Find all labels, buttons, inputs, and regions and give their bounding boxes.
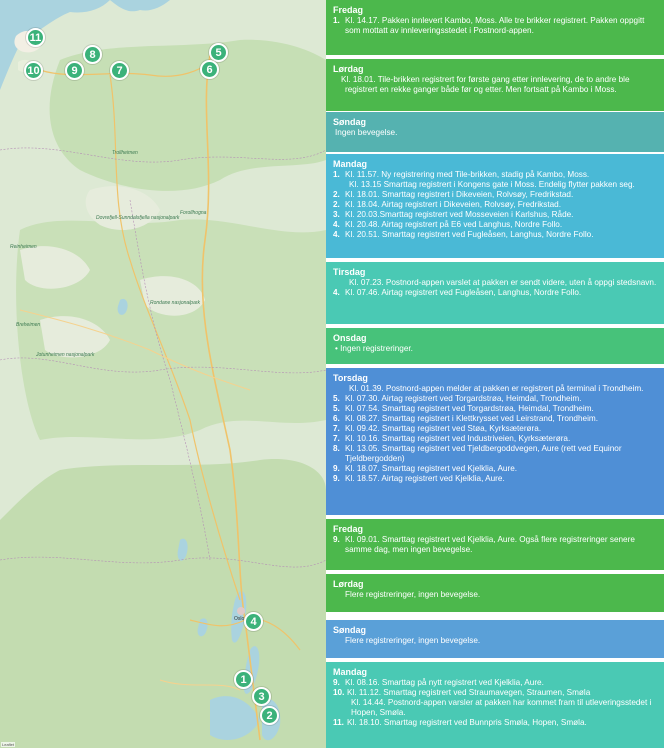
map-marker-7[interactable]: 7 — [110, 61, 129, 80]
day-title: Torsdag — [333, 373, 368, 383]
day-title: Lørdag — [333, 579, 364, 589]
event-item: 1. Kl. 14.17. Pakken innlevert Kambo, Moss. Alle tre brikker registrert. Pakken oppgitt som mottatt av innleveringsstedet i Postnord-appen. — [333, 16, 645, 35]
map-marker-2[interactable]: 2 — [260, 706, 279, 725]
event-item: 7. Kl. 09.42. Smarttag registrert ved Støa, Kyrksæterøra. — [333, 424, 542, 433]
day-title: Tirsdag — [333, 267, 366, 277]
event-item: 9. Kl. 18.57. Airtag registrert ved Kjelklia, Aure. — [333, 474, 505, 483]
day-title: Mandag — [333, 667, 368, 677]
event-item: 4. Kl. 20.48. Airtag registrert på E6 ved Langhus, Nordre Follo. — [333, 220, 563, 229]
event-item: Flere registreringer, ingen bevegelse. — [345, 590, 481, 599]
event-item: 4. Kl. 20.51. Smarttag registrert ved Fugleåsen, Langhus, Nordre Follo. — [333, 230, 594, 239]
day-card-onsdag — [326, 328, 664, 364]
map-attribution[interactable]: Leaflet — [2, 742, 15, 747]
map-marker-4[interactable]: 4 — [244, 612, 263, 631]
route-map[interactable] — [0, 0, 326, 748]
map-label-oslo: Oslo — [234, 616, 245, 622]
event-item: • Ingen registreringer. — [335, 344, 413, 353]
day-title: Mandag — [333, 159, 368, 169]
day-card-sondag-2 — [326, 620, 664, 658]
day-card-fredag-2 — [326, 519, 664, 570]
event-item: 3. Kl. 20.03.Smarttag registrert ved Mosseveien i Karlshus, Råde. — [333, 210, 574, 219]
event-item: Kl. 07.23. Postnord-appen varslet at pakken er sendt videre, uten å oppgi stedsnavn. — [349, 278, 657, 287]
day-card-tirsdag — [326, 262, 664, 324]
timeline-panel — [326, 0, 664, 748]
event-item: 7. Kl. 10.16. Smarttag registrert ved Industriveien, Kyrksæterøra. — [333, 434, 571, 443]
event-item: 9. Kl. 08.16. Smarttag på nytt registrert ved Kjelklia, Aure. — [333, 678, 544, 687]
event-item: Ingen bevegelse. — [335, 128, 398, 137]
day-card-lordag-1 — [326, 59, 664, 111]
map-marker-9[interactable]: 9 — [65, 61, 84, 80]
map-label-trollheimen: Trollheimen — [112, 150, 138, 156]
event-item: Kl. 14.44. Postnord-appen varsler at pakken har kommet fram til utleveringsstedet i Hopen, Smøla. — [351, 698, 652, 717]
map-marker-6[interactable]: 6 — [200, 60, 219, 79]
map-marker-1[interactable]: 1 — [234, 670, 253, 689]
event-item: 2. Kl. 18.01. Smarttag registrert i Dikeveien, Rolvsøy, Fredrikstad. — [333, 190, 574, 199]
day-card-mandag-1 — [326, 154, 664, 258]
event-item: Kl. 13.15 Smarttag registrert i Kongens gate i Moss. Endelig flytter pakken seg. — [349, 180, 635, 189]
event-item: 4. Kl. 07.46. Airtag registrert ved Fugleåsen, Langhus, Nordre Follo. — [333, 288, 582, 297]
event-item: 8. Kl. 13.05. Smarttag registrert ved Tjeldbergoddvegen, Aure (rett ved Equinor Tjeldbergodden) — [333, 444, 622, 463]
event-item: Flere registreringer, ingen bevegelse. — [345, 636, 481, 645]
day-title: Lørdag — [333, 64, 364, 74]
event-item: 9. Kl. 18.07. Smarttag registrert ved Kjelklia, Aure. — [333, 464, 518, 473]
day-title: Søndag — [333, 625, 366, 635]
event-item: 2. Kl. 18.04. Airtag registrert i Dikeveien, Rolvsøy, Fredrikstad. — [333, 200, 561, 209]
map-label-dovrefjell: Dovrefjell-Sunndalsfjella nasjonalpark — [96, 215, 180, 221]
event-item: 10. Kl. 11.12. Smarttag registrert ved Straumavegen, Straumen, Smøla — [333, 688, 591, 697]
day-card-torsdag — [326, 368, 664, 515]
event-item: 6. Kl. 08.27. Smarttag registrert i Klettkrysset ved Leirstrand, Trondheim. — [333, 414, 599, 423]
day-title: Søndag — [333, 117, 366, 127]
map-marker-8[interactable]: 8 — [83, 45, 102, 64]
event-item: 11. Kl. 18.10. Smarttag registrert ved Bunnpris Smøla, Hopen, Smøla. — [333, 718, 587, 727]
event-item: 5. Kl. 07.30. Airtag registrert ved Torgardstrøa, Heimdal, Trondheim. — [333, 394, 582, 403]
day-title: Fredag — [333, 5, 364, 15]
map-marker-10[interactable]: 10 — [24, 61, 43, 80]
map-label-jotunheimen: Jotunheimen nasjonalpark — [36, 352, 95, 358]
event-item: 1. Kl. 11.57. Ny registrering med Tile-brikken, stadig på Kambo, Moss. — [333, 170, 590, 179]
map-base — [0, 0, 326, 748]
event-item: 9. Kl. 09.01. Smarttag registrert ved Kjelklia, Aure. Også flere registreringer senere samme dag, men ingen bevegelse. — [333, 535, 635, 554]
map-label-breheimen: Breheimen — [16, 322, 41, 328]
event-item: Kl. 01.39. Postnord-appen melder at pakken er registrert på terminal i Trondheim. — [349, 384, 644, 393]
day-card-sondag-1 — [326, 112, 664, 152]
map-marker-3[interactable]: 3 — [252, 687, 271, 706]
map-label-reinheimen: Reinheimen — [10, 244, 37, 250]
event-item: Kl. 18.01. Tile-brikken registrert for første gang etter innlevering, de to andre ble registrert en rekke ganger både før og etter. Men fortsatt på Kambo i Moss. — [341, 75, 630, 94]
map-label-rondane: Rondane nasjonalpark — [150, 300, 201, 306]
map-marker-11[interactable]: 11 — [26, 28, 45, 47]
map-label-forollhogna: Forollhogna — [180, 210, 207, 216]
event-item: 5. Kl. 07.54. Smarttag registrert ved Torgardstrøa, Heimdal, Trondheim. — [333, 404, 594, 413]
day-card-lordag-2 — [326, 574, 664, 612]
map-marker-5[interactable]: 5 — [209, 43, 228, 62]
day-card-mandag-2 — [326, 662, 664, 748]
day-title: Fredag — [333, 524, 364, 534]
day-card-fredag-1 — [326, 0, 664, 55]
day-title: Onsdag — [333, 333, 367, 343]
